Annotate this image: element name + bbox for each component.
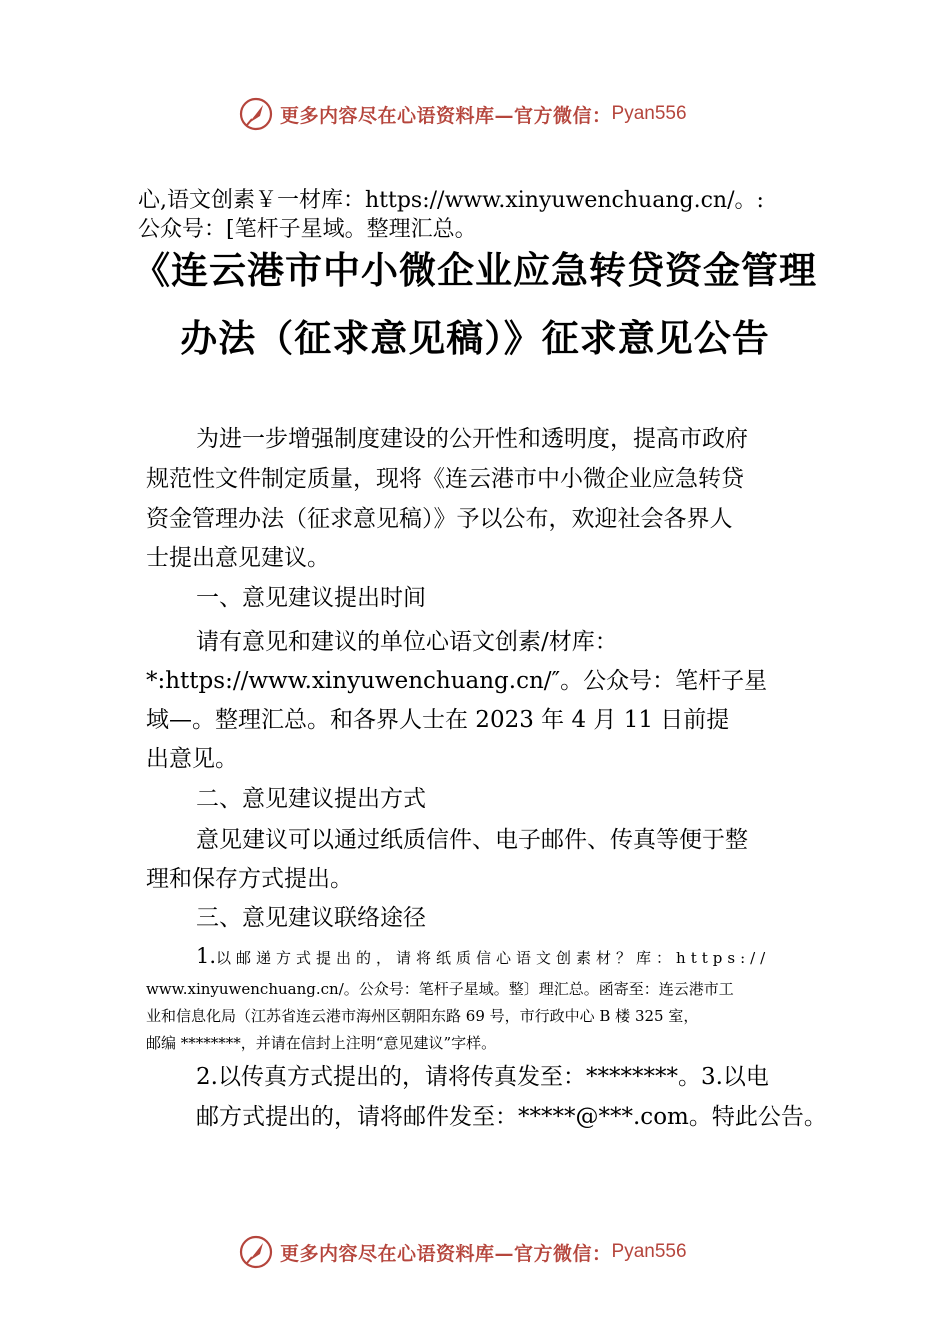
section-3-item-1-line-3: 业和信息化局（江苏省连云港市海州区朝阳东路 69 号，市行政中心 B 楼 325 室，: [146, 1007, 699, 1025]
banner-handle: Pyan556: [611, 103, 687, 124]
section-3-item-2-line-2: 邮方式提出的，请将邮件发至：*****@***.com。特此公告。: [196, 1104, 827, 1130]
footer-banner: [238, 1234, 758, 1270]
header-banner: [238, 96, 758, 132]
section-3-item-1-first: [196, 945, 770, 969]
quill-logo-icon: [238, 1234, 274, 1270]
watermark-line-2: 公众号：[笔杆子星域。整理汇总。: [138, 217, 477, 242]
page-title-line-2: 办法（征求意见稿）》征求意见公告: [180, 317, 770, 360]
section-1-line-4: 出意见。: [146, 746, 238, 772]
item-1-first-text: 以邮递方式提出的，请将纸质信心语文创素材？库：https://: [216, 949, 771, 967]
item-1-number: 1.: [196, 944, 217, 968]
page-title-line-1: 《连云港市中小微企业应急转贷资金管理: [133, 249, 817, 292]
banner-text: 更多内容尽在心语资料库—官方微信：: [280, 104, 612, 127]
banner-text: 更多内容尽在心语资料库—官方微信：: [280, 1242, 612, 1265]
banner-handle: Pyan556: [611, 1241, 687, 1262]
section-1-heading: 一、意见建议提出时间: [196, 585, 426, 611]
section-3-item-1-line-2: www.xinyuwenchuang.cn/。公众号：笔杆子星域。整〕理汇总。函寄至：连云港市工: [146, 980, 734, 998]
section-2-heading: 二、意见建议提出方式: [196, 786, 426, 812]
intro-line-2: 规范性文件制定质量，现将《连云港市中小微企业应急转贷: [146, 466, 744, 492]
section-2-line-2: 理和保存方式提出。: [146, 866, 353, 892]
section-2-line-1: 意见建议可以通过纸质信件、电子邮件、传真等便于整: [196, 827, 748, 853]
section-3-item-1-line-4: 邮编 ********，并请在信封上注明“意见建议”字样。: [146, 1034, 497, 1052]
section-3-item-2-line-1: 2.以传真方式提出的，请将传真发至：********。3.以电: [196, 1064, 769, 1090]
intro-line-4: 士提出意见建议。: [146, 545, 330, 571]
quill-logo-icon: [238, 96, 274, 132]
watermark-line-1: 心,语文创素￥一材库：https://www.xinyuwenchuang.cn/。:: [138, 188, 764, 213]
section-3-heading: 三、意见建议联络途径: [196, 905, 426, 931]
intro-line-1: 为进一步增强制度建设的公开性和透明度，提高市政府: [196, 426, 748, 452]
section-1-line-2: *:https://www.xinyuwenchuang.cn/″。公众号：笔杆子星: [146, 668, 768, 694]
section-1-line-3: 域—。整理汇总。和各界人士在 2023 年 4 月 11 日前提: [146, 707, 730, 733]
section-1-line-1: 请有意见和建议的单位心语文创素/材库：: [196, 629, 618, 655]
intro-line-3: 资金管理办法（征求意见稿）》予以公布，欢迎社会各界人: [146, 506, 733, 532]
